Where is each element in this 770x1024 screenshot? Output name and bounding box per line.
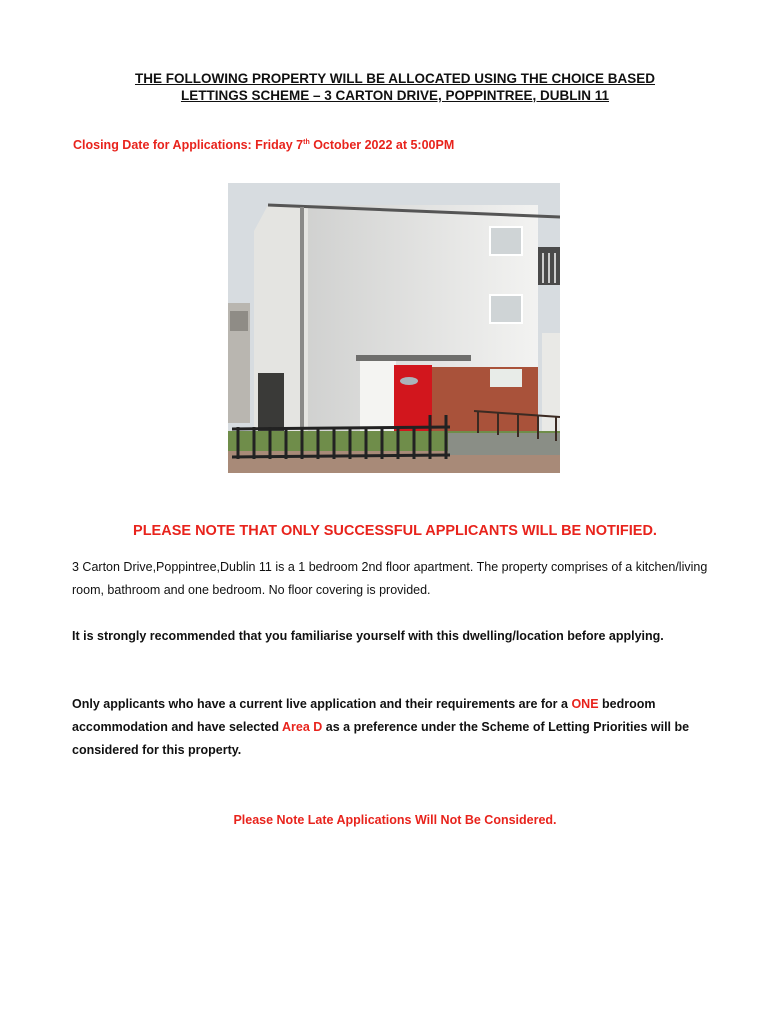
eligibility-part-3: as a preference under the Scheme of Letting Priorities will be considered for this property.: [72, 720, 690, 757]
document-title: [60, 70, 730, 104]
eligibility-part-2: bedroom accommodation and have selected: [72, 697, 656, 734]
late-applications-notice: Please Note Late Applications Will Not Be Considered.: [233, 813, 557, 827]
house-photo-icon: [228, 183, 560, 473]
eligibility-text: [72, 693, 737, 762]
closing-date-prefix: Closing Date for Applications: Friday 7: [73, 138, 304, 152]
notification-notice: PLEASE NOTE THAT ONLY SUCCESSFUL APPLICANTS WILL BE NOTIFIED.: [133, 523, 657, 539]
property-photo: [228, 183, 560, 473]
eligibility-part-1: Only applicants who have a current live application and their requirements are for a: [72, 697, 572, 711]
property-description: 3 Carton Drive,Poppintree,Dublin 11 is a 1 bedroom 2nd floor apartment. The property comprises of a kitchen/living room, bathroom and one bedroom. No floor covering is provided.: [72, 560, 708, 597]
title-line-2: LETTINGS SCHEME – 3 CARTON DRIVE, POPPINTREE, DUBLIN 11: [180, 88, 610, 103]
eligibility-area-highlight: Area D: [282, 720, 323, 734]
closing-date-suffix: October 2022 at 5:00PM: [309, 138, 455, 152]
closing-date-superscript: th: [303, 138, 310, 146]
title-line-1: THE FOLLOWING PROPERTY WILL BE ALLOCATED USING THE CHOICE BASED: [134, 71, 655, 86]
closing-date: [73, 138, 454, 152]
recommendation-text: It is strongly recommended that you familiarise yourself with this dwelling/location before applying.: [72, 629, 664, 643]
eligibility-bedroom-highlight: ONE: [571, 697, 599, 711]
